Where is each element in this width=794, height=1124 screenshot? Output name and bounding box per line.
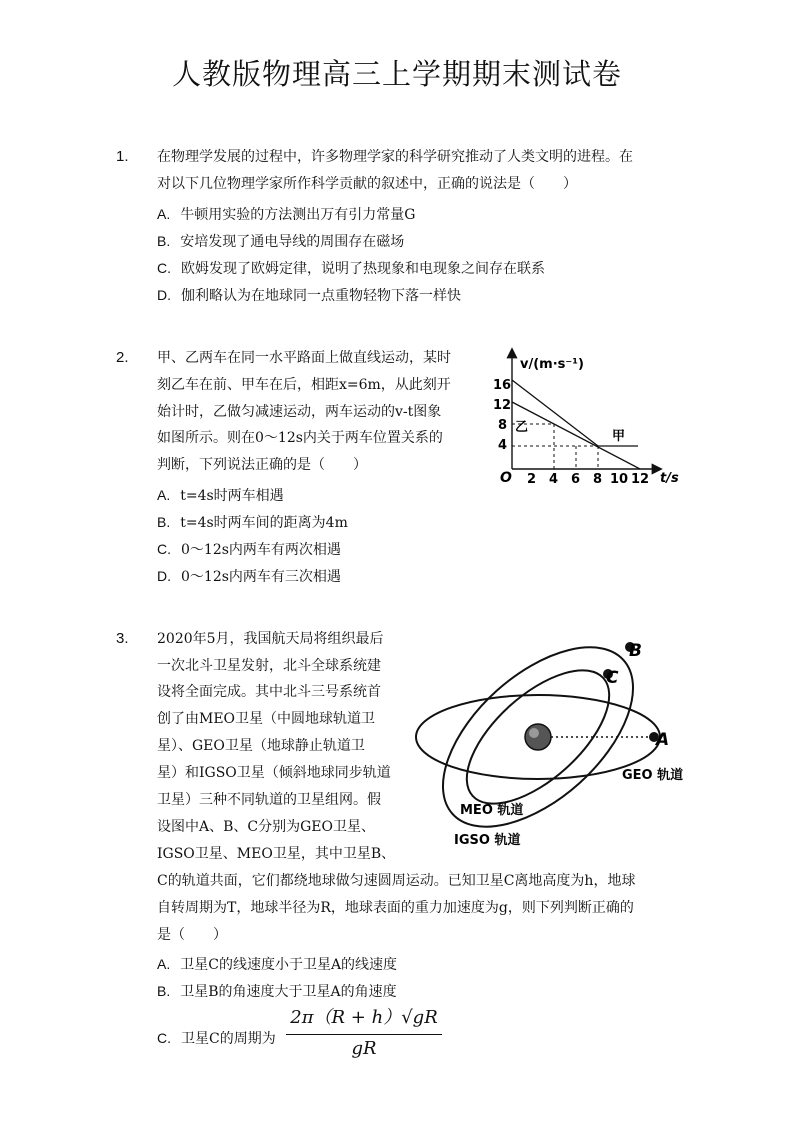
question-1-number: 1. [116,148,129,165]
x-tick-10: 10 [610,472,629,487]
question-3-number: 3. [116,630,129,647]
question-3-stem-line-7: 卫星）三种不同轨道的卫星组网。假 [157,792,381,808]
question-3-stem-line-5: 星）、GEO卫星（地球静止轨道卫 [157,738,365,754]
question-1-stem-line-2: 对以下几位物理学家所作科学贡献的叙述中，正确的说法是（ ） [157,176,577,192]
question-1-option-c[interactable]: C. 欧姆发现了欧姆定律，说明了热现象和电现象之间存在联系 [157,260,545,277]
question-1-option-d[interactable]: D. 伽利略认为在地球同一点重物轻物下落一样快 [157,287,461,304]
question-3-stem-line-3: 设将全面完成。其中北斗三号系统首 [157,684,381,700]
x-tick-12: 12 [631,472,650,487]
question-3-option-c[interactable]: C. 卫星C的周期为 [157,1030,276,1047]
y-tick-12: 12 [493,398,512,413]
formula-denominator: gR [351,1038,377,1059]
x-tick-6: 6 [571,472,581,487]
question-3-stem-line-11: 自转周期为T，地球半径为R，地球表面的重力加速度为g，则下列判断正确的 [157,900,634,916]
x-tick-4: 4 [549,472,559,487]
question-3-option-b[interactable]: B. 卫星B的角速度大于卫星A的角速度 [157,983,397,1000]
question-3-stem-line-8: 设图中A、B、C分别为GEO卫星、 [157,819,375,835]
earth-icon [525,724,551,750]
question-3-stem-line-12: 是（ ） [157,927,227,943]
question-2-stem-line-2: 刻乙车在前、甲车在后，相距x=6m，从此刻开 [157,377,451,393]
question-2-option-c[interactable]: C. 0～12s内两车有两次相遇 [157,541,341,558]
x-tick-2: 2 [527,472,537,487]
period-formula [286,1004,442,1059]
question-3-option-a[interactable]: A. 卫星C的线速度小于卫星A的线速度 [157,956,398,973]
label-geo-orbit: GEO 轨道 [622,768,684,783]
y-axis-label: v/(m·s⁻¹) [520,357,584,372]
x-axis-label: t/s [660,471,679,486]
series-jia-label: 甲 [612,429,626,444]
question-2-option-a[interactable]: A. t=4s时两车相遇 [157,487,284,504]
y-tick-8: 8 [498,418,508,433]
question-2-option-d[interactable]: D. 0～12s内两车有三次相遇 [157,568,341,585]
question-3-stem-line-1: 2020年5月，我国航天局将组织最后 [157,631,384,647]
earth-highlight [529,728,539,738]
question-3-stem-line-2: 一次北斗卫星发射，北斗全球系统建 [157,658,381,674]
y-tick-16: 16 [493,378,512,393]
label-c: C [606,668,619,688]
origin-label: O [500,470,512,486]
orbit-diagram [410,632,710,857]
question-2-stem-line-5: 判断，下列说法正确的是（ ） [157,457,367,473]
question-1-option-a[interactable]: A. 牛顿用实验的方法测出万有引力常量G [157,206,416,223]
question-2-option-b[interactable]: B. t=4s时两车间的距离为4m [157,514,348,531]
question-3-stem-line-6: 星）和IGSO卫星（倾斜地球同步轨道 [157,765,391,781]
question-1-stem-line-1: 在物理学发展的过程中，许多物理学家的科学研究推动了人类文明的进程。在 [157,149,633,165]
series-yi-label: 乙 [515,420,529,435]
formula-numerator: 2π（R + h）√gR [290,1007,438,1028]
question-2-stem-line-1: 甲、乙两车在同一水平路面上做直线运动，某时 [157,350,451,366]
question-2-stem-line-3: 始计时，乙做匀减速运动，两车运动的v-t图象 [157,404,442,420]
page-title: 人教版物理高三上学期期末测试卷 [171,57,622,91]
x-tick-8: 8 [593,472,603,487]
label-igso-orbit: IGSO 轨道 [454,833,521,848]
label-meo-orbit: MEO 轨道 [460,803,524,818]
question-3-stem-line-9: IGSO卫星、MEO卫星，其中卫星B、 [157,846,396,862]
vt-graph [488,342,698,490]
question-3-stem-line-10: C的轨道共面，它们都绕地球做匀速圆周运动。已知卫星C离地高度为h，地球 [157,873,636,889]
question-1-option-b[interactable]: B. 安培发现了通电导线的周围存在磁场 [157,233,405,250]
label-a: A [656,730,670,750]
question-3-stem-line-4: 创了由MEO卫星（中圆地球轨道卫 [157,711,376,727]
y-tick-4: 4 [498,438,508,453]
label-b: B [629,641,642,661]
fraction-bar [286,1034,442,1035]
question-2-number: 2. [116,349,129,366]
question-2-stem-line-4: 如图所示。则在0～12s内关于两车位置关系的 [157,430,443,446]
